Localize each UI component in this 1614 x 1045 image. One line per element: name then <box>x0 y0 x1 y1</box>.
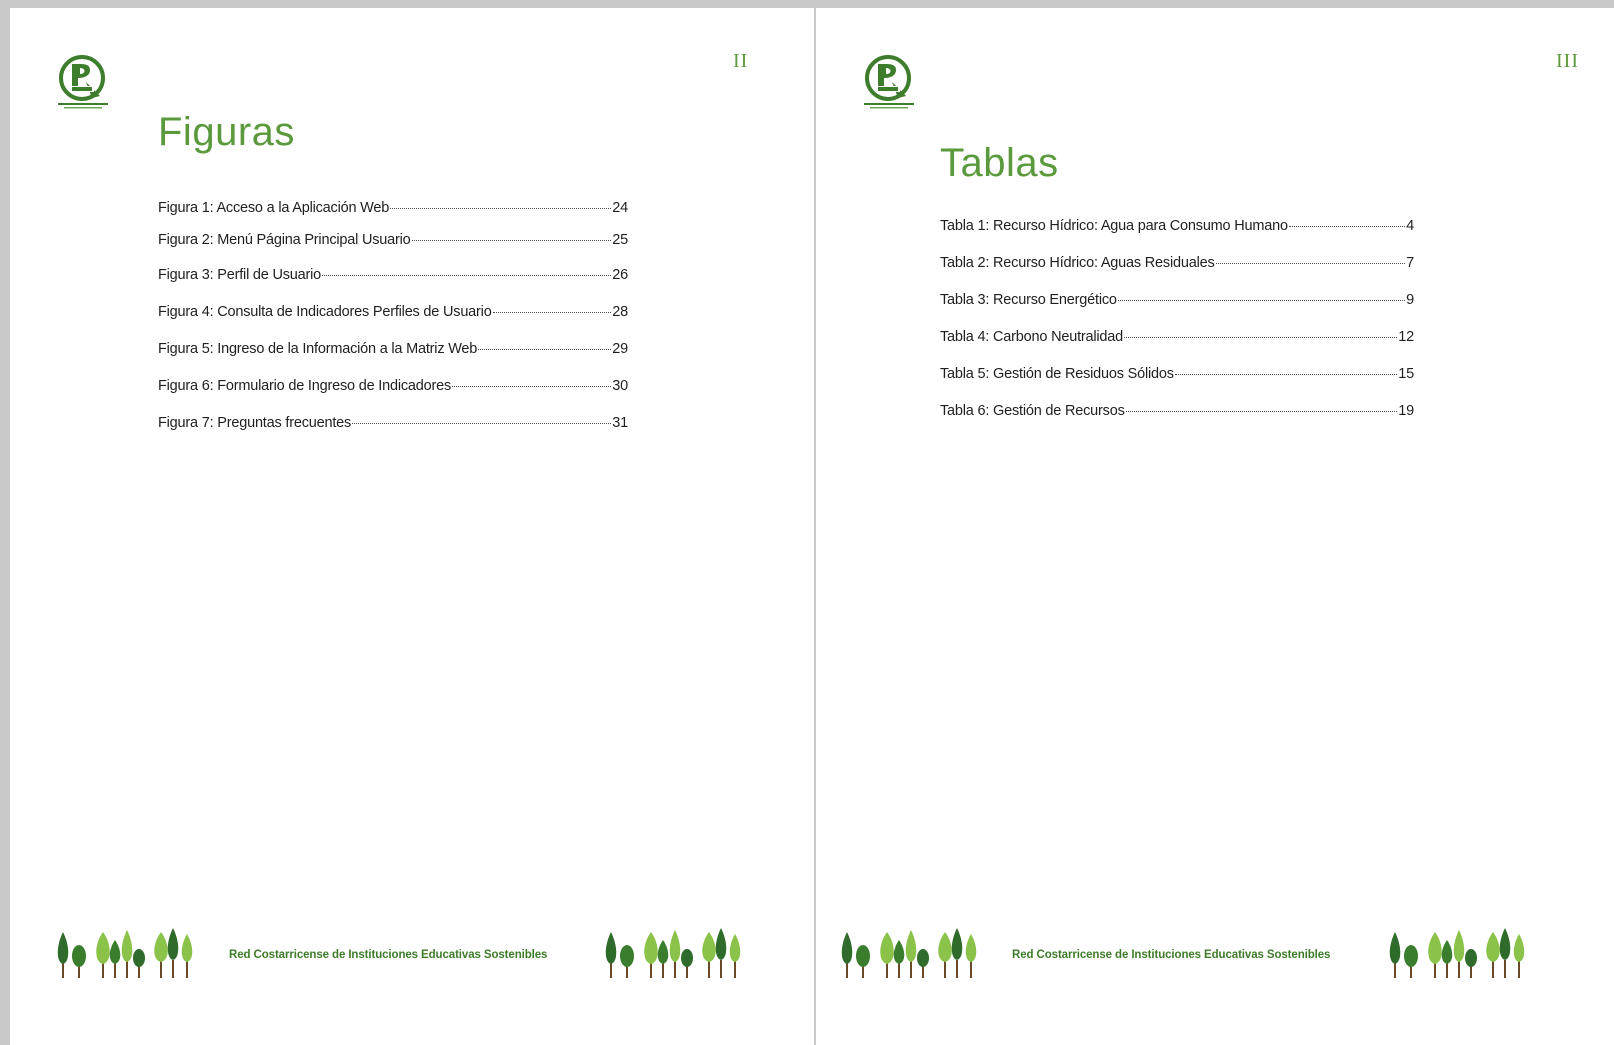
toc-entry-title: Figura 7: Preguntas frecuentes <box>158 415 352 431</box>
tree-row-right-icon <box>600 928 752 980</box>
toc-entry[interactable] <box>158 232 628 248</box>
page-title: Figuras <box>158 110 295 154</box>
toc-leader <box>352 422 611 424</box>
page-number: II <box>733 50 749 72</box>
toc-entry-page: 4 <box>1406 218 1414 234</box>
toc-leader <box>493 311 612 313</box>
tables-list <box>940 216 1414 436</box>
toc-entry[interactable] <box>940 255 1414 271</box>
document-page-ii <box>10 8 814 1045</box>
toc-entry-page: 28 <box>612 304 628 320</box>
toc-entry-title: Figura 1: Acceso a la Aplicación Web <box>158 200 390 216</box>
toc-entry-title: Tabla 1: Recurso Hídrico: Agua para Consumo Humano <box>940 218 1288 234</box>
tree-row-right-icon <box>1384 928 1536 980</box>
tree-row-left-icon <box>836 928 988 980</box>
document-page-iii <box>816 8 1614 1045</box>
toc-leader <box>322 274 611 276</box>
toc-entry[interactable] <box>158 378 628 394</box>
toc-entry-title: Figura 3: Perfil de Usuario <box>158 267 322 283</box>
toc-entry-page: 19 <box>1398 403 1414 419</box>
footer-organization: Red Costarricense de Instituciones Educativas Sostenibles <box>229 949 548 961</box>
toc-entry-page: 24 <box>612 200 628 216</box>
toc-entry-title: Tabla 6: Gestión de Recursos <box>940 403 1125 419</box>
logo-icon <box>862 52 918 112</box>
toc-entry[interactable] <box>158 415 628 431</box>
toc-entry-title: Tabla 3: Recurso Energético <box>940 292 1117 308</box>
toc-entry-page: 12 <box>1398 329 1414 345</box>
toc-leader <box>1124 336 1397 338</box>
toc-leader <box>478 348 611 350</box>
toc-leader <box>1289 225 1405 227</box>
toc-entry[interactable] <box>940 218 1414 234</box>
toc-entry[interactable] <box>158 341 628 357</box>
page-number: III <box>1556 50 1579 72</box>
toc-entry-page: 26 <box>612 267 628 283</box>
toc-entry[interactable] <box>158 200 628 216</box>
toc-entry-page: 9 <box>1406 292 1414 308</box>
toc-entry-title: Tabla 5: Gestión de Residuos Sólidos <box>940 366 1174 382</box>
toc-leader <box>1216 262 1406 264</box>
toc-entry-page: 25 <box>612 232 628 248</box>
toc-entry[interactable] <box>158 304 628 320</box>
toc-leader <box>1175 373 1397 375</box>
footer-organization: Red Costarricense de Instituciones Educativas Sostenibles <box>1012 949 1331 961</box>
toc-entry[interactable] <box>158 267 628 283</box>
toc-entry[interactable] <box>940 329 1414 345</box>
toc-entry-page: 31 <box>612 415 628 431</box>
toc-leader <box>1126 410 1398 412</box>
logo-icon <box>56 52 112 112</box>
toc-entry-title: Figura 2: Menú Página Principal Usuario <box>158 232 411 248</box>
toc-entry-page: 29 <box>612 341 628 357</box>
toc-entry-page: 30 <box>612 378 628 394</box>
toc-entry-title: Figura 5: Ingreso de la Información a la Matriz Web <box>158 341 478 357</box>
toc-entry-page: 15 <box>1398 366 1414 382</box>
toc-leader <box>452 385 611 387</box>
figures-list <box>158 198 628 458</box>
toc-entry[interactable] <box>940 292 1414 308</box>
toc-entry[interactable] <box>940 366 1414 382</box>
toc-entry[interactable] <box>940 403 1414 419</box>
tree-row-left-icon <box>52 928 204 980</box>
page-title: Tablas <box>940 141 1059 185</box>
toc-leader <box>412 239 612 241</box>
toc-entry-title: Figura 6: Formulario de Ingreso de Indicadores <box>158 378 452 394</box>
toc-entry-title: Tabla 4: Carbono Neutralidad <box>940 329 1124 345</box>
toc-entry-page: 7 <box>1406 255 1414 271</box>
toc-entry-title: Figura 4: Consulta de Indicadores Perfiles de Usuario <box>158 304 492 320</box>
toc-leader <box>390 207 611 209</box>
toc-leader <box>1118 299 1405 301</box>
toc-entry-title: Tabla 2: Recurso Hídrico: Aguas Residuales <box>940 255 1215 271</box>
